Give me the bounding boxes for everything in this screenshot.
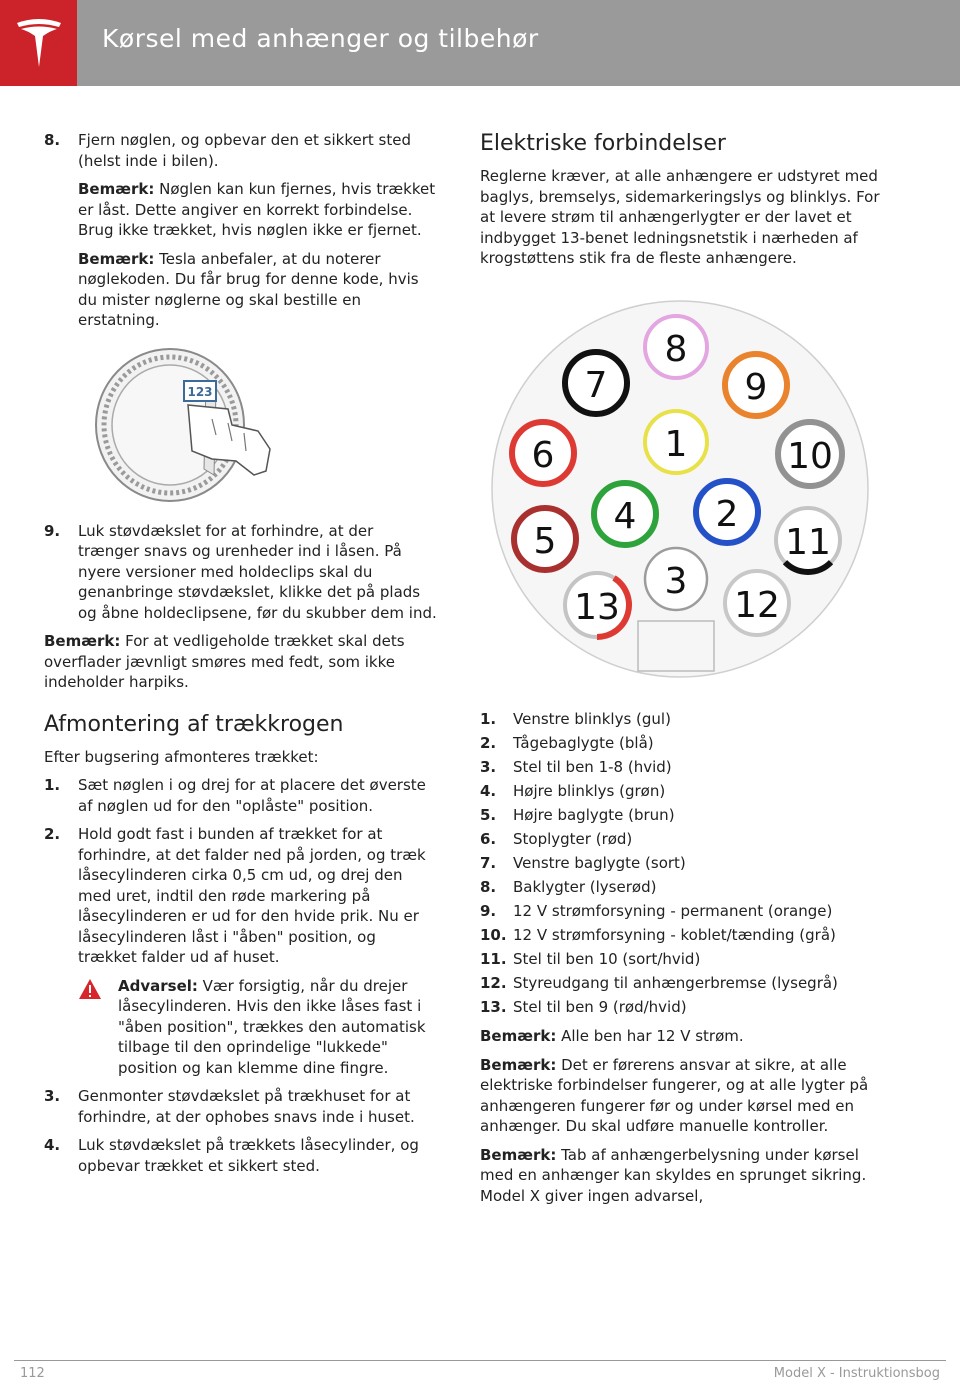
- note-label: Bemærk:: [78, 249, 155, 268]
- pin-description: Stel til ben 1-8 (hvid): [513, 757, 672, 776]
- step-number: 8.: [44, 131, 61, 149]
- list-item: [480, 901, 880, 922]
- list-item: [480, 757, 880, 778]
- pin-list: [480, 709, 880, 1018]
- pin-2: [696, 481, 758, 543]
- svg-text:5: 5: [533, 520, 557, 562]
- manual-title: Model X - Instruktionsbog: [773, 1366, 940, 1381]
- step-number: 1.: [44, 776, 61, 794]
- pin-description: Venstre baglygte (sort): [513, 853, 686, 872]
- list-item: [480, 949, 880, 970]
- footer-divider: [14, 1360, 946, 1361]
- note: [78, 179, 438, 241]
- pin-number: 4.: [480, 781, 497, 800]
- pin-number: 6.: [480, 829, 497, 848]
- warning-label: Advarsel:: [118, 976, 198, 995]
- warning-box: [78, 976, 438, 1079]
- pin-number: 12.: [480, 973, 507, 992]
- pin-8: [645, 316, 707, 378]
- pin-6: [512, 422, 574, 484]
- pin-number: 13.: [480, 997, 507, 1016]
- svg-text:9: 9: [744, 366, 768, 408]
- pin-number: 2.: [480, 733, 497, 752]
- note-label: Bemærk:: [44, 632, 121, 650]
- pin-description: 12 V strømforsyning - koblet/tænding (grå): [513, 925, 836, 944]
- list-item: [480, 709, 880, 730]
- note: [78, 249, 438, 331]
- pin-number: 3.: [480, 757, 497, 776]
- connector-pin-diagram: [480, 299, 880, 679]
- step-number: 2.: [44, 825, 61, 843]
- note-label: Bemærk:: [480, 1027, 557, 1045]
- pin-5: [514, 508, 576, 570]
- removal-step: [44, 1135, 438, 1176]
- list-item: [480, 973, 880, 994]
- connector-key-slot: [638, 621, 714, 671]
- step-text: Hold godt fast i bunden af trækket for at forhindre, at det falder ned på jorden, og træk låsecylinderen cirka 0,5 cm ud, og drej den med uret, indtil den røde markering på låsecylinderen er ud for den hvide prik. Nu er låsecylinderen låst i "åben" position, og trækket falder ud af huset.: [78, 825, 426, 966]
- note-text: For at vedligeholde trækket skal dets overflader jævnligt smøres med fedt, som ikke indeholder harpiks.: [44, 632, 405, 691]
- step-8: [44, 130, 438, 171]
- pin-description: 12 V strømforsyning - permanent (orange): [513, 901, 833, 920]
- pin-13: [565, 573, 629, 637]
- pin-description: Venstre blinklys (gul): [513, 709, 671, 728]
- note-text: Det er førerens ansvar at sikre, at alle elektriske forbindelser fungerer, og at alle lygter på anhængeren fungerer før og under kørsel med en anhænger. Du skal udføre manuelle kontroller.: [480, 1055, 869, 1135]
- warning-body: Vær forsigtig, når du drejer låsecylinderen. Hvis den ikke låses fast i "åben position", trækkes den automatisk tilbage til den oprindelige "lukkede" position og kan klemme dine fingre.: [118, 976, 426, 1077]
- section-intro: Reglerne kræver, at alle anhængere er udstyret med baglys, bremselys, sidemarkeringslys og blinklys. For at levere strøm til anhængerlygter er der lavet et indbygget 13-benet ledningsnetstik i nærheden af krogstøttens stik fra de fleste anhængere.: [480, 167, 880, 267]
- lock-cylinder-illustration: [88, 345, 288, 505]
- pin-4: [594, 483, 656, 545]
- svg-text:12: 12: [734, 584, 780, 626]
- pin-description: Højre blinklys (grøn): [513, 781, 666, 800]
- step-number: 4.: [44, 1136, 61, 1154]
- svg-text:11: 11: [785, 521, 831, 563]
- svg-text:1: 1: [664, 423, 688, 465]
- pin-number: 10.: [480, 925, 507, 944]
- note-text: Tesla anbefaler, at du noterer nøglekoden. Du får brug for denne kode, hvis du mister nøglerne og skal bestille en erstatning.: [78, 249, 419, 329]
- step-text: Fjern nøglen, og opbevar den et sikkert sted (helst inde i bilen).: [78, 131, 411, 170]
- list-item: [480, 997, 880, 1018]
- list-item: [480, 733, 880, 754]
- pin-number: 9.: [480, 901, 497, 920]
- pin-10: [778, 422, 842, 486]
- note: [480, 1026, 880, 1047]
- note: [480, 1055, 880, 1137]
- step-text: Luk støvdækslet på trækkets låsecylinder, og opbevar trækket et sikkert sted.: [78, 1136, 419, 1175]
- list-item: [480, 877, 880, 898]
- right-column: [480, 130, 880, 1214]
- removal-step: [44, 1086, 438, 1127]
- note-text: Tab af anhængerbelysning under kørsel med en anhænger kan skyldes en sprunget sikring. Model X giver ingen advarsel,: [480, 1145, 867, 1205]
- key-code-label: 123: [187, 384, 213, 399]
- note: [480, 1145, 880, 1207]
- pin-number: 7.: [480, 853, 497, 872]
- pin-description: Stoplygter (rød): [513, 829, 633, 848]
- pin-7: [565, 352, 627, 414]
- section-intro: Efter bugsering afmonteres trækket:: [44, 747, 319, 766]
- removal-step: [44, 824, 438, 968]
- note-text: Nøglen kan kun fjernes, hvis trækket er låst. Dette angiver en korrekt forbindelse. Brug ikke trækket, hvis nøglen ikke er fjernet.: [78, 180, 436, 239]
- pin-9: [725, 354, 787, 416]
- step-text: Sæt nøglen i og drej for at placere det øverste af nøglen ud for den "oplåste" position.: [78, 776, 426, 815]
- svg-text:6: 6: [531, 434, 555, 476]
- left-column: [44, 130, 438, 1184]
- svg-text:8: 8: [664, 328, 688, 370]
- tesla-logo-icon: [14, 15, 64, 71]
- list-item: [480, 781, 880, 802]
- pin-description: Stel til ben 9 (rød/hvid): [513, 997, 687, 1016]
- pin-1: [645, 411, 707, 473]
- pin-number: 5.: [480, 805, 497, 824]
- pin-12: [725, 571, 789, 635]
- list-item: [480, 829, 880, 850]
- warning-icon: [78, 976, 118, 1079]
- note-label: Bemærk:: [480, 1145, 557, 1164]
- pin-description: Stel til ben 10 (sort/hvid): [513, 949, 701, 968]
- step-text: Genmonter støvdækslet på trækhuset for at forhindre, at der ophobes snavs inde i huset.: [78, 1087, 415, 1126]
- warning-text: [118, 976, 438, 1079]
- svg-text:4: 4: [613, 495, 637, 537]
- section-heading-hitch-removal: Afmontering af trækkrogen: [44, 711, 344, 737]
- list-item: [480, 925, 880, 946]
- svg-text:10: 10: [787, 435, 833, 477]
- pin-number: 11.: [480, 949, 507, 968]
- list-item: [480, 805, 880, 826]
- note-label: Bemærk:: [480, 1055, 557, 1074]
- pin-description: Styreudgang til anhængerbremse (lysegrå): [513, 973, 838, 992]
- section-heading-electrical: Elektriske forbindelser: [480, 131, 726, 156]
- page-header: [0, 0, 960, 86]
- pin-number: 1.: [480, 709, 497, 728]
- list-item: [480, 853, 880, 874]
- note: [44, 631, 438, 693]
- page-title: Kørsel med anhænger og tilbehør: [102, 24, 539, 53]
- tesla-logo: [0, 0, 77, 86]
- note-text: Alle ben har 12 V strøm.: [556, 1027, 744, 1045]
- svg-text:13: 13: [574, 586, 620, 628]
- step-9: [44, 521, 438, 624]
- step-number: 9.: [44, 521, 61, 540]
- pin-description: Tågebaglygte (blå): [513, 733, 654, 752]
- svg-text:3: 3: [664, 560, 688, 602]
- pin-description: Højre baglygte (brun): [513, 805, 675, 824]
- note-label: Bemærk:: [78, 180, 155, 198]
- pin-description: Baklygter (lyserød): [513, 877, 657, 896]
- page-number: 112: [20, 1366, 45, 1381]
- step-text: Luk støvdækslet for at forhindre, at der trænger snavs og urenheder ind i låsen. På nyere versioner med holdeclips skal du genanbringe støvdækslet, klikke det på plads og åbne holdeclipsene, før du skubber dem ind.: [78, 521, 437, 622]
- pin-11: [776, 508, 840, 572]
- pin-3: [645, 548, 707, 610]
- step-number: 3.: [44, 1087, 61, 1105]
- svg-text:2: 2: [715, 493, 739, 535]
- pin-number: 8.: [480, 877, 497, 896]
- removal-step: [44, 775, 438, 816]
- svg-text:7: 7: [584, 364, 608, 406]
